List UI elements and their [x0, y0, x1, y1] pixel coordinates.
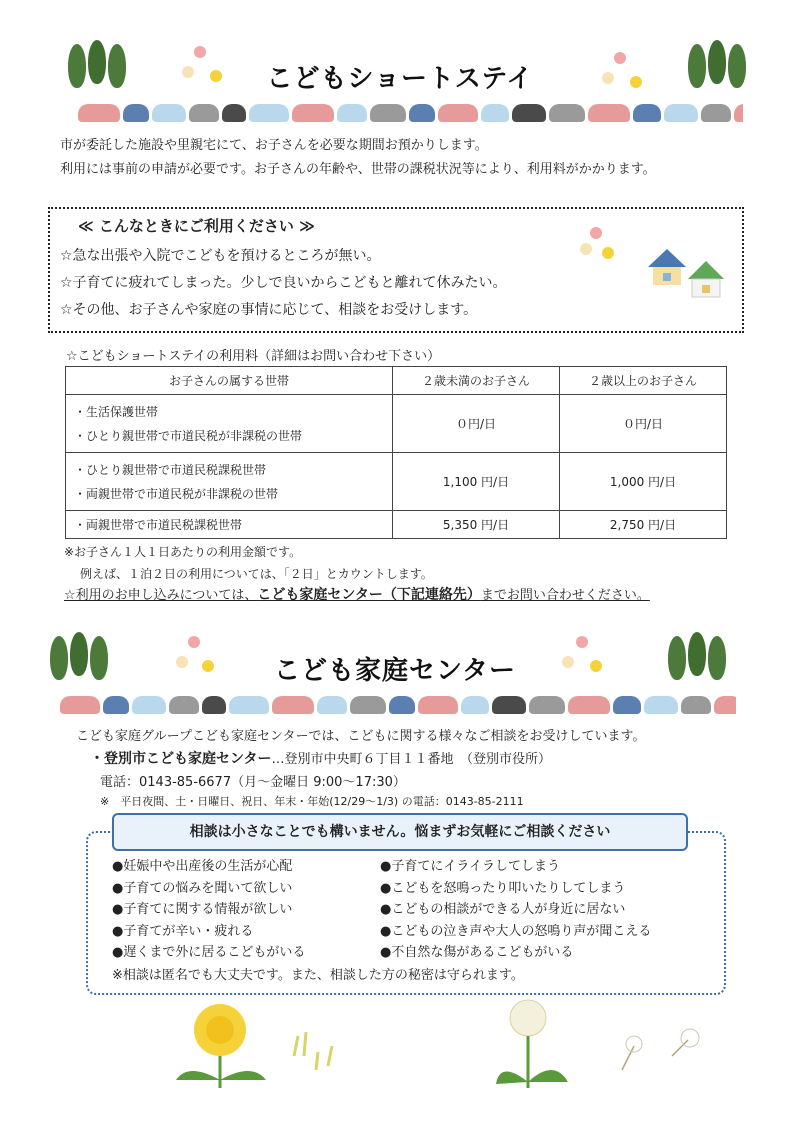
tree-icon — [70, 632, 88, 676]
household-label: ・両親世帯で市道民税課税世帯 — [66, 511, 393, 539]
house-icon — [646, 247, 688, 287]
list-item: ●こどもを怒鳴ったり叩いたりしてしまう — [380, 880, 626, 896]
table-row — [66, 511, 727, 539]
usage-box — [48, 207, 744, 333]
fee-under2: ０円/日 — [393, 395, 560, 453]
flower-icon — [576, 636, 588, 648]
table-header: お子さんの属する世帯 — [66, 367, 393, 395]
fee-caption: ☆こどもショートステイの利用料（詳細はお問い合わせ下さい） — [66, 349, 441, 364]
flower-icon — [194, 46, 206, 58]
fee-note: ※お子さん１人１日あたりの利用金額です。 — [64, 545, 302, 559]
apply-note — [64, 584, 650, 604]
seed-fluff-icon — [612, 1026, 708, 1076]
contact-line — [90, 748, 551, 768]
apply-note-contact: こども家庭センター（下記連絡先） — [257, 587, 481, 603]
consult-list-right — [380, 856, 651, 964]
flower-icon — [602, 72, 614, 84]
flower-icon — [580, 243, 592, 255]
flower-icon — [590, 227, 602, 239]
table-row — [66, 395, 727, 453]
tree-icon — [708, 636, 726, 680]
usage-item: ☆その他、お子さんや家庭の事情に応じて、相談をお受けします。 — [60, 302, 478, 318]
flower-icon — [188, 636, 200, 648]
center-address: …登別市中央町６丁目１１番地 （登別市役所） — [271, 752, 551, 767]
fee-over2: 2,750 円/日 — [560, 511, 727, 539]
list-item: ●遅くまで外に居るこどもがいる — [112, 945, 306, 960]
fee-over2: ０円/日 — [560, 395, 727, 453]
list-item: ●不自然な傷があるこどもがいる — [380, 945, 574, 960]
flower-icon — [562, 656, 574, 668]
flower-icon — [630, 76, 642, 88]
tree-icon — [708, 40, 726, 84]
usage-item: ☆急な出張や入院でこどもを預けるところが無い。 — [60, 248, 381, 264]
table-header: ２歳未満のお子さん — [393, 367, 560, 395]
flower-icon — [202, 660, 214, 672]
consult-list-left — [112, 856, 305, 964]
tree-icon — [108, 44, 126, 88]
usage-item: ☆子育てに疲れてしまった。少しで良いからこどもと離れて休みたい。 — [60, 275, 507, 291]
flower-icon — [210, 70, 222, 82]
usage-box-heading: ≪ こんなときにご利用ください ≫ — [78, 217, 315, 235]
apply-note-text: ☆利用のお申し込みについては、 — [64, 588, 258, 603]
tree-icon — [688, 44, 706, 88]
list-item: ●子育ての悩みを聞いて欲しい — [112, 880, 293, 896]
list-item: ●妊娠中や出産後の生活が心配 — [112, 859, 293, 874]
center-name: ・登別市こども家庭センター — [90, 751, 272, 767]
fee-note: 例えば、１泊２日の利用については、「２日」とカウントします。 — [80, 567, 433, 581]
section1-intro — [60, 134, 760, 182]
stone-border — [78, 104, 743, 124]
fee-under2: 5,350 円/日 — [393, 511, 560, 539]
household-label: ・ひとり親世帯で市道民税が非課税の世帯 — [74, 428, 303, 443]
tree-icon — [688, 632, 706, 676]
intro-line: 市が委託した施設や里親宅にて、お子さんを必要な期間お預かりします。 — [60, 138, 488, 153]
tree-icon — [88, 40, 106, 84]
household-label: ・生活保護世帯 — [74, 404, 159, 419]
table-row — [66, 453, 727, 511]
flower-icon — [590, 660, 602, 672]
household-label: ・両親世帯で市道民税が非課税の世帯 — [74, 486, 279, 501]
flower-icon — [602, 247, 614, 259]
list-item: ●子育てにイライラしてしまう — [380, 859, 560, 874]
section2-title: こども家庭センター — [274, 656, 516, 686]
dandelion-illustration — [168, 1000, 278, 1090]
consult-box-heading: 相談は小さなことでも構いません。悩まずお気軽にご相談ください — [112, 813, 688, 851]
fee-over2: 1,000 円/日 — [560, 453, 727, 511]
household-label: ・ひとり親世帯で市道民税課税世帯 — [74, 462, 267, 477]
tree-icon — [668, 636, 686, 680]
consult-footer: ※相談は匿名でも大丈夫です。また、相談した方の秘密は守られます。 — [112, 968, 524, 983]
dandelion-seedhead-illustration — [494, 996, 574, 1090]
tree-icon — [90, 636, 108, 680]
after-hours-phone: ※ 平日夜間、土・日曜日、祝日、年末・年始(12/29～1/3) の電話：0143-85-2111 — [100, 795, 524, 808]
section1-title: こどもショートステイ — [266, 64, 534, 94]
fee-table — [65, 366, 727, 539]
tree-icon — [50, 636, 68, 680]
flower-icon — [176, 656, 188, 668]
fee-under2: 1,100 円/日 — [393, 453, 560, 511]
tree-icon — [68, 44, 86, 88]
center-phone: 電話：0143-85-6677（月～金曜日 9:00～17:30） — [100, 775, 406, 790]
grass-icon — [288, 1026, 344, 1070]
list-item: ●子育てに関する情報が欲しい — [112, 902, 293, 917]
section2-intro: こども家庭グループこども家庭センターでは、こどもに関する様々なご相談をお受けしています。 — [76, 729, 646, 744]
tree-icon — [728, 44, 746, 88]
list-item: ●こどもの泣き声や大人の怒鳴り声が聞こえる — [380, 923, 652, 939]
flower-icon — [182, 66, 194, 78]
flower-icon — [614, 52, 626, 64]
stone-border — [60, 696, 736, 716]
list-item: ●子育てが辛い・疲れる — [112, 923, 254, 939]
apply-note-text: までお問い合わせください。 — [480, 588, 650, 603]
intro-line: 利用には事前の申請が必要です。お子さんの年齢や、世帯の課税状況等により、利用料がかかります。 — [60, 162, 656, 177]
house-icon — [686, 259, 726, 299]
list-item: ●こどもの相談ができる人が身近に居ない — [380, 902, 626, 917]
table-header: ２歳以上のお子さん — [560, 367, 727, 395]
